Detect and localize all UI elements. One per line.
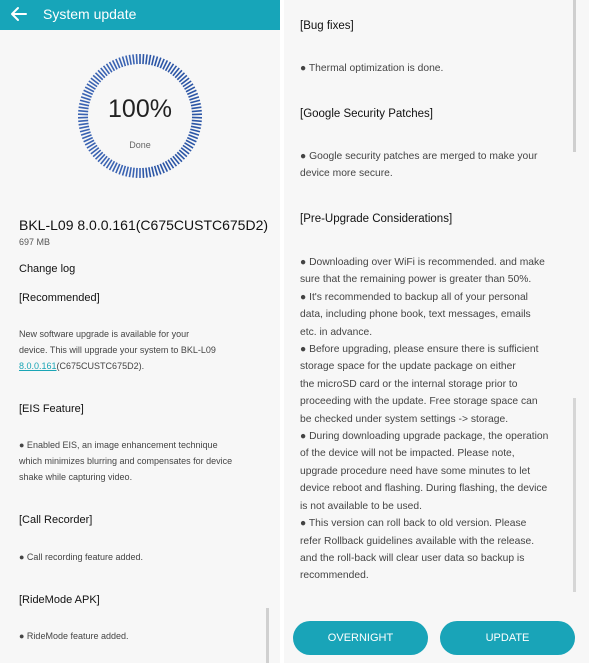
left-scrollbar[interactable] [266, 608, 269, 663]
pre-upgrade-line: device reboot and flashing. During flashing, the device [300, 483, 548, 495]
ridemode-text [19, 628, 129, 644]
google-patches-text [300, 148, 575, 183]
pre-upgrade-line: proceeding with the update. Free storage space can [300, 396, 538, 408]
ridemode-line-1: ● RideMode feature added. [19, 631, 129, 641]
pre-upgrade-line: storage space for the update package on either [300, 361, 516, 373]
recommended-line-1: New software upgrade is available for your [19, 329, 190, 339]
back-arrow-icon[interactable] [8, 3, 30, 25]
recommended-line-3-rest: (C675CUSTC675D2). [56, 361, 145, 371]
pre-upgrade-line: and the roll-back will clear user data so backup is [300, 552, 525, 564]
eis-line-2: which minimizes blurring and compensates for device [19, 456, 233, 466]
call-recorder-text [19, 549, 143, 565]
progress-ring [75, 51, 205, 181]
bug-fixes-text [300, 60, 575, 77]
call-recorder-line-1: ● Call recording feature added. [19, 552, 144, 562]
pre-upgrade-line: ● During downloading upgrade package, the operation [300, 431, 549, 443]
app-bar [0, 0, 280, 30]
page-title: System update [43, 6, 137, 22]
version-link[interactable]: 8.0.0.161 [19, 361, 57, 371]
pre-upgrade-line: is not available to be used. [300, 500, 422, 512]
google-patches-line-2: device more secure. [300, 168, 393, 180]
pre-upgrade-line: refer Rollback guidelines available with the release. [300, 535, 535, 547]
pre-upgrade-text [300, 254, 575, 585]
pre-upgrade-line: recommended. [300, 570, 369, 582]
progress-status: Done [129, 140, 151, 150]
left-pane [0, 0, 280, 663]
changelog-title: Change log [19, 263, 76, 275]
pre-upgrade-line: ● It's recommended to backup all of your personal [300, 291, 528, 303]
eis-line-1: ● Enabled EIS, an image enhancement technique [19, 440, 218, 450]
pre-upgrade-line: be checked under system settings -> storage. [300, 413, 509, 425]
update-version: BKL-L09 8.0.0.161(C675CUSTC675D2) [19, 217, 269, 233]
pre-upgrade-line: ● Before upgrading, please ensure there is sufficient [300, 344, 539, 356]
overnight-button[interactable]: OVERNIGHT [293, 621, 428, 655]
pre-upgrade-line: sure that the remaining power is greater than 50%. [300, 274, 532, 286]
update-size: 697 MB [19, 237, 51, 247]
pre-upgrade-line: of the device will not be impacted. Please note, [300, 448, 515, 460]
eis-line-3: shake while capturing video. [19, 472, 133, 482]
google-patches-heading: [Google Security Patches] [300, 108, 433, 120]
pre-upgrade-heading: [Pre-Upgrade Considerations] [300, 213, 453, 225]
google-patches-line-1: ● Google security patches are merged to make your [300, 151, 538, 162]
pre-upgrade-line: upgrade procedure need have some minutes to let [300, 465, 531, 477]
recommended-text [19, 326, 216, 374]
bug-fixes-line-1: ● Thermal optimization is done. [300, 63, 444, 74]
pre-upgrade-line: the microSD card or the internal storage prior to [300, 378, 518, 390]
bug-fixes-heading: [Bug fixes] [300, 20, 354, 32]
recommended-line-2: device. This will upgrade your system to BKL-L09 [19, 345, 216, 355]
pre-upgrade-line: etc. in advance. [300, 326, 373, 338]
update-button[interactable]: UPDATE [440, 621, 575, 655]
right-scrollbar-bottom[interactable] [573, 398, 576, 592]
pre-upgrade-line: ● Downloading over WiFi is recommended. and make [300, 257, 545, 268]
right-pane [284, 0, 589, 663]
progress-percent: 100% [108, 95, 172, 123]
call-recorder-heading: [Call Recorder] [19, 514, 93, 526]
pre-upgrade-line: data, including phone book, text messages, emails [300, 309, 531, 321]
eis-text [19, 437, 232, 485]
pre-upgrade-line: ● This version can roll back to old version. Please [300, 518, 527, 530]
recommended-heading: [Recommended] [19, 292, 100, 304]
ridemode-heading: [RideMode APK] [19, 594, 100, 606]
eis-heading: [EIS Feature] [19, 403, 84, 415]
right-scrollbar-top[interactable] [573, 0, 576, 152]
recommended-line-3 [19, 358, 216, 374]
